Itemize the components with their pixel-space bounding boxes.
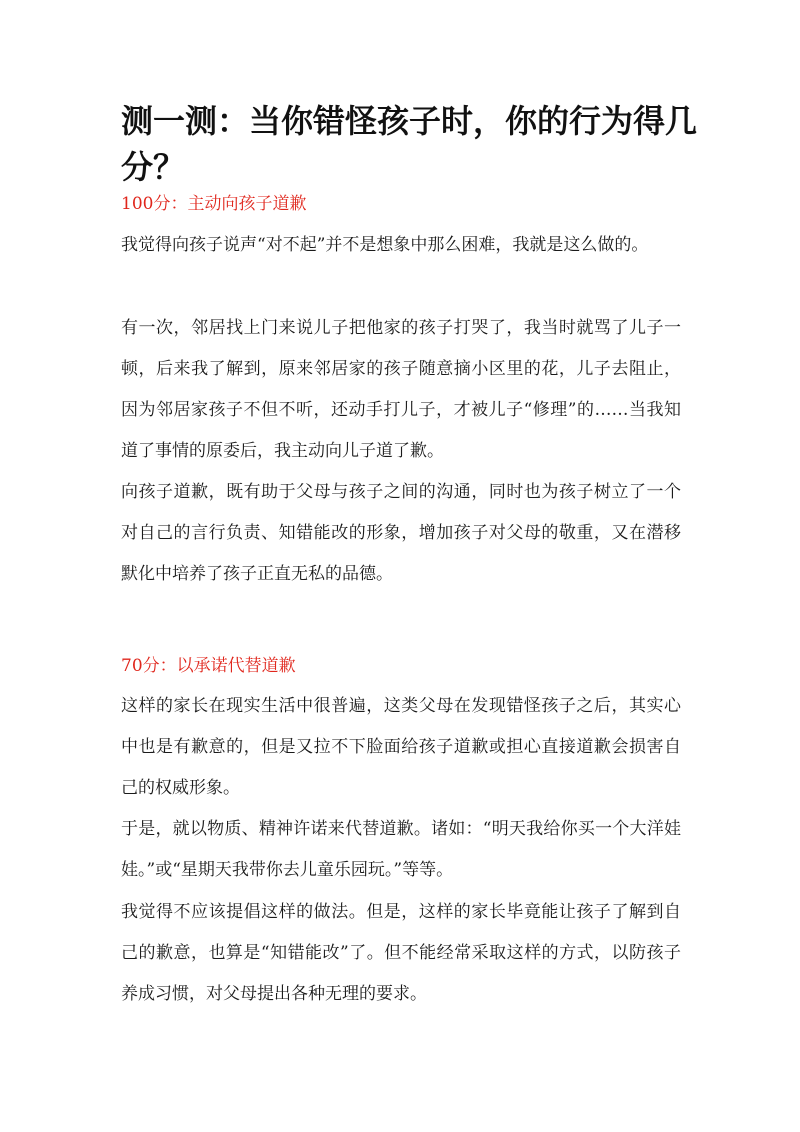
section-100-paragraph-3: 向孩子道歉，既有助于父母与孩子之间的沟通，同时也为孩子树立了一个对自己的言行负责、知错能改的形象，增加孩子对父母的敬重，又在潜移默化中培养了孩子正直无私的品德。 (121, 482, 681, 584)
page-title: 测一测：当你错怪孩子时，你的行为得几分？ (121, 102, 698, 186)
section-100-paragraph-1: 我觉得向孩子说声“对不起”并不是想象中那么困难，我就是这么做的。 (121, 235, 649, 255)
section-70-paragraph-1: 这样的家长在现实生活中很普遍，这类父母在发现错怪孩子之后，其实心中也是有歉意的，但是又拉不下脸面给孩子道歉或担心直接道歉会损害自己的权威形象。 (121, 696, 681, 798)
section-70-paragraph-2: 于是，就以物质、精神许诺来代替道歉。诸如：“明天我给你买一个大洋娃娃。”或“星期天我带你去儿童乐园玩。”等等。 (121, 819, 681, 880)
section-heading-70: 70分：以承诺代替道歉 (121, 656, 296, 676)
section-100-paragraph-2: 有一次，邻居找上门来说儿子把他家的孩子打哭了，我当时就骂了儿子一顿，后来我了解到，原来邻居家的孩子随意摘小区里的花，儿子去阻止，因为邻居家孩子不但不听，还动手打儿子，才被儿子“修理”的……当我知道了事情的原委后，我主动向儿子道了歉。 (121, 318, 681, 461)
section-70-paragraph-3: 我觉得不应该提倡这样的做法。但是，这样的家长毕竟能让孩子了解到自己的歉意，也算是“知错能改”了。但不能经常采取这样的方式，以防孩子养成习惯，对父母提出各种无理的要求。 (121, 902, 681, 1004)
section-heading-100: 100分：主动向孩子道歉 (121, 194, 307, 214)
